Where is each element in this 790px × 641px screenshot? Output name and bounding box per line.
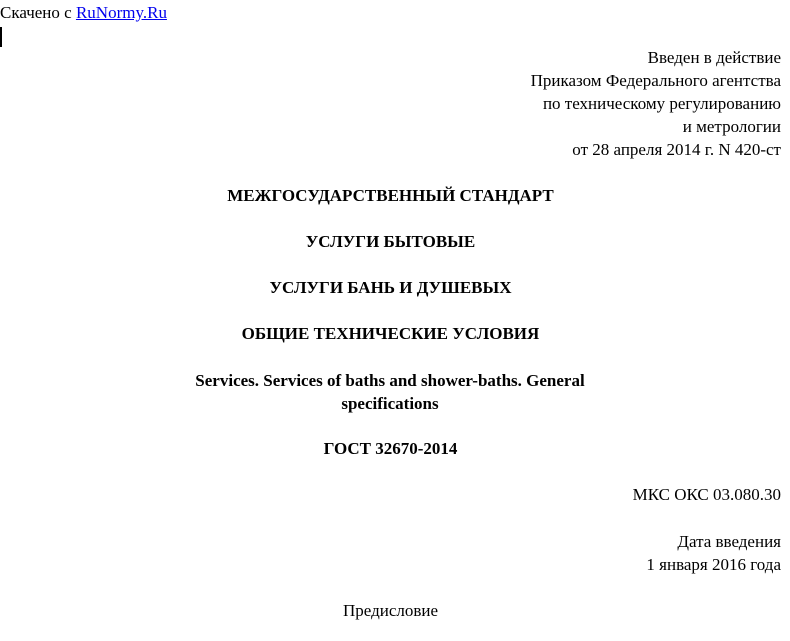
text-cursor bbox=[0, 27, 2, 47]
approval-line: от 28 апреля 2014 г. N 420-ст bbox=[572, 140, 781, 159]
introduction-date-block bbox=[646, 530, 781, 576]
mks-classification: МКС ОКС 03.080.30 bbox=[632, 485, 781, 504]
foreword-heading: Предисловие bbox=[342, 601, 439, 620]
source-line bbox=[0, 3, 167, 23]
approval-line: по техническому регулированию bbox=[542, 94, 781, 113]
approval-line: Приказом Федерального агентства bbox=[530, 71, 781, 90]
approval-block bbox=[531, 46, 781, 161]
english-title: Services. Services of baths and shower-baths. General specifications bbox=[195, 371, 585, 413]
introduction-date: 1 января 2016 года bbox=[646, 555, 781, 574]
gost-designation: ГОСТ 32670-2014 bbox=[323, 439, 458, 458]
title-line-3: ОБЩИЕ ТЕХНИЧЕСКИЕ УСЛОВИЯ bbox=[241, 324, 540, 343]
title-line-2: УСЛУГИ БАНЬ И ДУШЕВЫХ bbox=[269, 278, 512, 297]
standard-type-heading: МЕЖГОСУДАРСТВЕННЫЙ СТАНДАРТ bbox=[227, 186, 554, 205]
approval-line: Введен в действие bbox=[647, 48, 781, 67]
source-link[interactable]: RuNormy.Ru bbox=[75, 3, 167, 22]
approval-line: и метрологии bbox=[682, 117, 781, 136]
introduction-label: Дата введения bbox=[677, 532, 781, 551]
title-line-1: УСЛУГИ БЫТОВЫЕ bbox=[305, 232, 476, 251]
source-prefix: Скачено с bbox=[0, 3, 76, 22]
